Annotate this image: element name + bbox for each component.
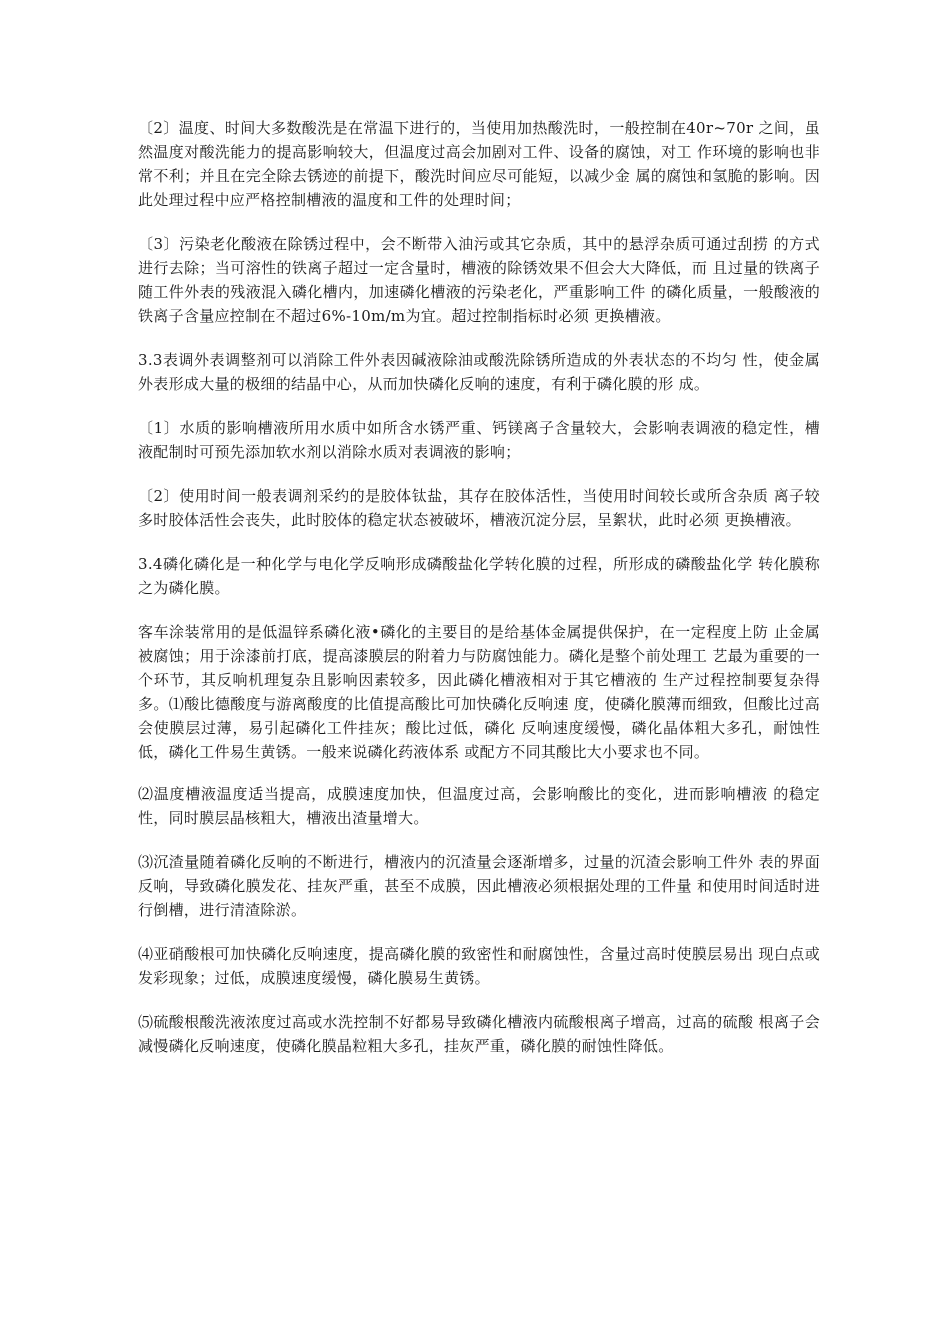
paragraph-phosphating-temperature: ⑵温度槽液温度适当提高，成膜速度加快，但温度过高，会影响酸比的变化，进而影响槽液 的稳定性，同时膜层晶核粗大，槽液出渣量增大。 bbox=[138, 785, 820, 827]
paragraph-pollution-aging: 〔3〕污染老化酸液在除锈过程中，会不断带入油污或其它杂质，其中的悬浮杂质可通过刮捞 的方式进行去除；当可溶性的铁离子超过一定含量时，槽液的除锈效果不但会大大降低，而 且过量的铁离子随工件外表的残液混入磷化槽内，加速磷化槽液的污染老化，严重影响工件 的磷化质量，一般酸液的铁离子含量应控制在不超过6%-10m/m为宜。超过控制指标时必须 更换槽液。 bbox=[138, 235, 820, 325]
document-body bbox=[138, 116, 820, 1078]
paragraph-water-quality: 〔1〕水质的影响槽液所用水质中如所含水锈严重、钙镁离子含量较大，会影响表调液的稳定性，槽液配制时可预先添加软水剂以消除水质对表调液的影响； bbox=[138, 419, 820, 461]
paragraph-surface-conditioning: 3.3表调外表调整剂可以消除工件外表因碱液除油或酸洗除锈所造成的外表状态的不均匀 性，使金属外表形成大量的极细的结晶中心，从而加快磷化反响的速度，有利于磷化膜的形 成。 bbox=[138, 351, 820, 393]
paragraph-temperature-time: 〔2〕温度、时间大多数酸洗是在常温下进行的，当使用加热酸洗时，一般控制在40r~70r 之间，虽然温度对酸洗能力的提高影响较大，但温度过高会加剧对工件、设备的腐蚀，对工 作环境的影响也非常不利；并且在完全除去锈迹的前提下，酸洗时间应尽可能短，以减少金 属的腐蚀和氢脆的影响。因此处理过程中应严格控制槽液的温度和工件的处理时间； bbox=[138, 119, 820, 209]
paragraph-usage-time: 〔2〕使用时间一般表调剂采约的是胶体钛盐，其存在胶体活性，当使用时间较长或所含杂质 离子较多时胶体活性会丧失，此时胶体的稳定状态被破坏，槽液沉淀分层，呈絮状，此时必须 更换槽液。 bbox=[138, 487, 820, 529]
paragraph-nitrite: ⑷亚硝酸根可加快磷化反响速度，提高磷化膜的致密性和耐腐蚀性，含量过高时使膜层易出 现白点或发彩现象；过低，成膜速度缓慢，磷化膜易生黄锈。 bbox=[138, 945, 820, 987]
paragraph-sediment: ⑶沉渣量随着磷化反响的不断进行，槽液内的沉渣量会逐渐增多，过量的沉渣会影响工件外 表的界面反响，导致磷化膜发花、挂灰严重，甚至不成膜，因此槽液必须根据处理的工件量 和使用时间适时进行倒槽，进行清渣除淤。 bbox=[138, 853, 820, 919]
paragraph-phosphating-intro: 3.4磷化磷化是一种化学与电化学反响形成磷酸盐化学转化膜的过程，所形成的磷酸盐化学 转化膜称之为磷化膜。 bbox=[138, 555, 820, 597]
paragraph-phosphating-acid-ratio: 客车涂装常用的是低温锌系磷化液•磷化的主要目的是给基体金属提供保护，在一定程度上防 止金属被腐蚀；用于涂漆前打底，提高漆膜层的附着力与防腐蚀能力。磷化是整个前处理工 艺最为重要的一个环节，其反响机理复杂且影响因素较多，因此磷化槽液相对于其它槽液的 生产过程控制要复杂得多。⑴酸比德酸度与游离酸度的比值提高酸比可加快磷化反响速 度，使磷化膜薄而细致，但酸比过高会使膜层过薄，易引起磷化工件挂灰；酸比过低，磷化 反响速度缓慢，磷化晶体粗大多孔，耐蚀性低，磷化工件易生黄锈。一般来说磷化药液体系 或配方不同其酸比大小要求也不同。 bbox=[138, 623, 820, 761]
paragraph-sulfate: ⑸硫酸根酸洗液浓度过高或水洗控制不好都易导致磷化槽液内硫酸根离子增高，过高的硫酸 根离子会减慢磷化反响速度，使磷化膜晶粒粗大多孔，挂灰严重，磷化膜的耐蚀性降低。 bbox=[138, 1013, 820, 1055]
